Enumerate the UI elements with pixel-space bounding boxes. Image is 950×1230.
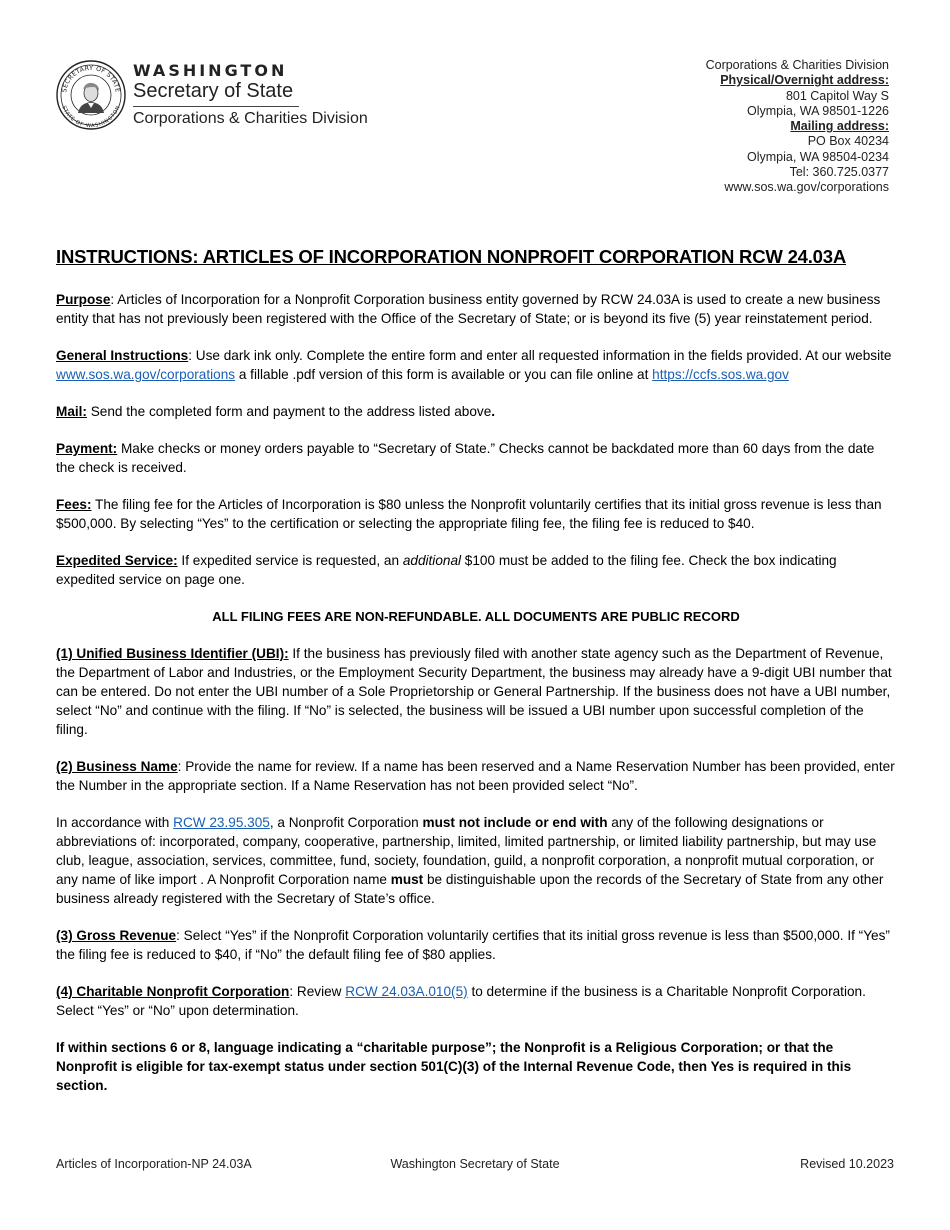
telephone: Tel: 360.725.0377 [789, 165, 889, 180]
page-title: INSTRUCTIONS: ARTICLES OF INCORPORATION NONPROFIT CORPORATION RCW 24.03A [56, 246, 847, 267]
ubi-label: (1) Unified Business Identifier (UBI): [56, 646, 289, 661]
brand-text [133, 62, 368, 129]
rcw-23-95-305-link[interactable]: RCW 23.95.305 [173, 815, 270, 830]
general-instructions-text: : Use dark ink only. Complete the entire form and enter all requested information in the fields provided. At our website [188, 348, 892, 363]
ubi-section [56, 644, 896, 739]
accordance-text-4: be distinguishable upon the records of the Secretary of State from any other business already registered with the Secretary of State’s office. [56, 872, 884, 906]
fees-label: Fees: [56, 497, 92, 512]
gross-revenue-label: (3) Gross Revenue [56, 928, 177, 943]
gross-revenue-text: : Select “Yes” if the Nonprofit Corporation voluntarily certifies that its initial gross revenue is less than $500,000. If “Yes” the filing fee is reduced to $40, if “No” the default filing fee of $80 applies. [56, 928, 890, 962]
footer-agency: Washington Secretary of State [390, 1157, 560, 1171]
brand-division: Corporations & Charities Division [133, 110, 368, 127]
accordance-bold-2: must [390, 872, 424, 887]
accordance-text: In accordance with [56, 815, 174, 830]
charitable-text: : Review [289, 984, 346, 999]
expedited-text: If expedited service is requested, an [177, 553, 403, 568]
svg-text:SECRETARY OF STATE: SECRETARY OF STATE [61, 64, 121, 94]
physical-address-line1: 801 Capitol Way S [785, 88, 889, 103]
purpose-text: : Articles of Incorporation for a Nonprofit Corporation business entity governed by RCW 24.03A is used to create a new business entity that has not previously been registered with the Office of the Secretary of State; or is beyond its five (5) year reinstatement period. [56, 292, 881, 326]
payment-label: Payment: [56, 441, 118, 456]
accordance-section [56, 813, 896, 908]
purpose-label: Purpose [56, 292, 111, 307]
accordance-bold: must not include or end with [422, 815, 608, 830]
charitable-requirement-note: If within sections 6 or 8, language indicating a “charitable purpose”; the Nonprofit is a Religious Corporation; or that the Nonprofit is eligible for tax-exempt status under section 501(C)(3) of the Internal Revenue Code, then Yes is required in this section. [56, 1040, 852, 1093]
instructions-body [56, 290, 896, 1113]
footer-form-name: Articles of Incorporation-NP 24.03A [56, 1157, 252, 1171]
svg-text:STATE OF WASHINGTON: STATE OF WASHINGTON [60, 105, 122, 130]
mail-section [56, 402, 896, 421]
mail-label: Mail: [56, 404, 87, 419]
ccfs-link[interactable]: https://ccfs.sos.wa.gov [652, 367, 789, 382]
charitable-label: (4) Charitable Nonprofit Corporation [56, 984, 290, 999]
physical-address-line2: Olympia, WA 98501-1226 [747, 103, 889, 118]
general-instructions-text-2: a fillable .pdf version of this form is available or you can file online at [235, 367, 653, 382]
fees-section [56, 495, 896, 533]
charitable-text-2: to determine if the business is a Charitable Nonprofit Corporation. Select “Yes” or “No” upon determination. [56, 984, 866, 1018]
fees-text: The filing fee for the Articles of Incorporation is $80 unless the Nonprofit voluntarily certifies that its initial gross revenue is less than $500,000. By selecting “Yes” to the certification or selecting the appropriate filing fee, the filing fee is reduced to $40. [56, 497, 882, 531]
business-name-label: (2) Business Name [56, 759, 178, 774]
address-division: Corporations & Charities Division [705, 58, 889, 72]
brand-divider [133, 106, 299, 107]
website: www.sos.wa.gov/corporations [724, 180, 889, 195]
expedited-section [56, 551, 896, 589]
mailing-address-line1: PO Box 40234 [807, 134, 889, 149]
payment-section [56, 439, 896, 477]
mail-text: Send the completed form and payment to the address listed above [86, 404, 492, 419]
state-seal-icon [56, 60, 126, 130]
physical-address-label: Physical/Overnight address: [720, 73, 889, 88]
expedited-label: Expedited Service: [56, 553, 178, 568]
expedited-text-2: $100 must be added to the filing fee. Check the box indicating expedited service on page one. [56, 553, 837, 587]
brand-office: Secretary of State [133, 80, 294, 102]
general-instructions-label: General Instructions [56, 348, 189, 363]
business-name-text: : Provide the name for review. If a name has been reserved and a Name Reservation Number has been provided, enter the Number in the appropriate section. If a Name Reservation has not been provided select “No”. [56, 759, 895, 793]
sos-website-link[interactable]: www.sos.wa.gov/corporations [56, 367, 236, 382]
ubi-text: If the business has previously filed with another state agency such as the Department of Revenue, the Department of Labor and Industries, or the Employment Security Department, the business may already have a 9-digit UBI number that can be entered. Do not enter the UBI number of a Sole Proprietorship or General Partnership. If the business does not have a UBI number, select “No” and continue with the filing. If “No” is selected, the business will be issued a UBI number upon successful completion of the filing. [56, 646, 892, 737]
mailing-address-label: Mailing address: [790, 119, 889, 134]
charitable-section [56, 982, 896, 1020]
expedited-italic: additional [402, 553, 462, 568]
brand-state: WASHINGTON [133, 61, 288, 80]
address-block [706, 58, 889, 196]
mail-text-end: . [491, 404, 496, 419]
business-name-section [56, 757, 896, 795]
purpose-section [56, 290, 896, 328]
gross-revenue-section [56, 926, 896, 964]
footer-revision: Revised 10.2023 [800, 1157, 894, 1171]
payment-text: Make checks or money orders payable to “Secretary of State.” Checks cannot be backdated more than 60 days from the date the check is received. [56, 441, 875, 475]
sos-logo [56, 60, 396, 140]
mailing-address-line2: Olympia, WA 98504-0234 [747, 149, 889, 164]
fees-notice: ALL FILING FEES ARE NON-REFUNDABLE. ALL DOCUMENTS ARE PUBLIC RECORD [212, 609, 740, 624]
accordance-text-2: , a Nonprofit Corporation [269, 815, 423, 830]
rcw-24-03a-010-link[interactable]: RCW 24.03A.010(5) [345, 984, 468, 999]
general-instructions-section [56, 346, 896, 384]
accordance-text-3: any of the following designations or abbreviations of: incorporated, company, cooperative, partnership, limited, limited partnership, or limited liability partnership, but may use club, league, association, services, committee, fund, society, foundation, guild, a nonprofit corporation, a nonprofit mutual corporation, or any name of like import . A Nonprofit Corporation name [56, 815, 877, 887]
